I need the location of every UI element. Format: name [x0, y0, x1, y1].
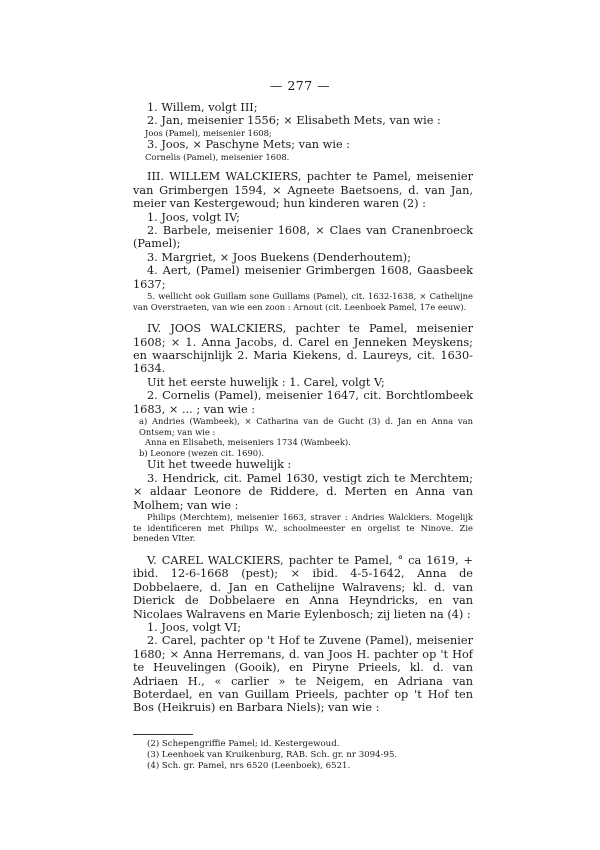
footnotes — [147, 739, 477, 772]
spacer — [133, 162, 473, 170]
paragraph: 2. Carel, pachter op 't Hof te Zuvene (Pamel), meisenier 1680; × Anna Herremans, d. van Joos H. pachter op 't Hof te Heuvelingen (Gooik), en Piryne Prieels, kl. d. van Adriaen H., « carlier » te Neigem, en Adriana van Boterdael, en van Guillam Prieels, pachter op 't Hof ten Bos (Heikruis) en Barbara Niels); van wie : — [133, 634, 473, 715]
paragraph: Philips (Merchtem), meisenier 1663, straver : Andries Walckiers. Mogelijk te identificeren met Philips W., schoolmeester en orgelist te Ninove. Zie beneden VIter. — [133, 512, 473, 544]
paragraph: Joos (Pamel), meisenier 1608; — [145, 127, 272, 138]
paragraph: 2. Jan, meisenier 1556; × Elisabeth Mets, van wie : — [147, 114, 441, 128]
paragraph: 2. Barbele, meisenier 1608, × Claes van Cranenbroeck (Pamel); — [133, 224, 473, 251]
paragraph: IV. JOOS WALCKIERS, pachter te Pamel, meisenier 1608; × 1. Anna Jacobs, d. Carel en Jenneken Meyskens; en waarschijnlijk 2. Maria Kiekens, d. Laureys, cit. 1630-1634. — [133, 322, 473, 376]
spacer — [133, 312, 473, 322]
paragraph: Uit het tweede huwelijk : — [147, 458, 292, 472]
paragraph: 1. Joos, volgt IV; — [147, 210, 240, 224]
paragraph: a) Andries (Wambeek), × Catharina van de Gucht (3) d. Jan en Anna van Ontsem; van wie : — [139, 416, 473, 437]
footnote: (2) Schepengriffie Pamel; id. Kestergewoud. — [147, 739, 340, 749]
paragraph: 1. Joos, volgt VI; — [147, 620, 242, 634]
spacer — [133, 544, 473, 554]
paragraph: V. CAREL WALCKIERS, pachter te Pamel, ° ca 1619, + ibid. 12-6-1668 (pest); × ibid. 4-5-1642, Anna de Dobbelaere, d. Jan en Cathelijne Walravens; kl. d. van Dierick de Dobbelaere en Anna Heyndricks, en van Nicolaes Walravens en Marie Eylenbosch; zij lieten na (4) : — [133, 553, 473, 621]
paragraph: 4. Aert, (Pamel) meisenier Grimbergen 1608, Gaasbeek 1637; — [133, 264, 473, 291]
paragraph: 1. Willem, volgt III; — [147, 101, 258, 114]
footnote: (4) Sch. gr. Pamel, nrs 6520 (Leenboek), 6521. — [147, 761, 351, 771]
paragraph: Cornelis (Pamel), meisenier 1608. — [145, 151, 290, 162]
paragraph: 3. Hendrick, cit. Pamel 1630, vestigt zich te Merchtem; × aldaar Leonore de Riddere, d. Merten en Anna van Molhem; van wie : — [133, 471, 473, 512]
body-text — [133, 101, 473, 715]
paragraph: III. WILLEM WALCKIERS, pachter te Pamel, meisenier van Grimbergen 1594, × Agneete Baetsoens, d. van Jan, meier van Kestergewoud; hun kinderen waren (2) : — [133, 170, 473, 211]
footnote-rule — [133, 734, 193, 735]
paragraph: 5. wellicht ook Guillam sone Guillams (Pamel), cit. 1632-1638, × Cathelijne van Overstraeten, van wie een zoon : Arnout (cit. Leenboek Pamel, 17e eeuw). — [133, 291, 473, 312]
paragraph: 2. Cornelis (Pamel), meisenier 1647, cit. Borchtlombeek 1683, × ... ; van wie : — [133, 389, 473, 416]
paragraph: Anna en Elisabeth, meiseniers 1734 (Wambeek). — [145, 437, 351, 448]
paragraph: 3. Joos, × Paschyne Mets; van wie : — [147, 138, 351, 152]
paragraph: b) Leonore (wezen cit. 1690). — [139, 447, 265, 458]
page-number: — 277 — — [269, 78, 331, 93]
footnote: (3) Leenhoek van Kruikenburg, RAB. Sch. gr. nr 3094-95. — [147, 750, 398, 760]
paragraph: 3. Margriet, × Joos Buekens (Denderhoutem); — [147, 250, 412, 264]
paragraph: Uit het eerste huwelijk : 1. Carel, volgt V; — [147, 375, 385, 389]
